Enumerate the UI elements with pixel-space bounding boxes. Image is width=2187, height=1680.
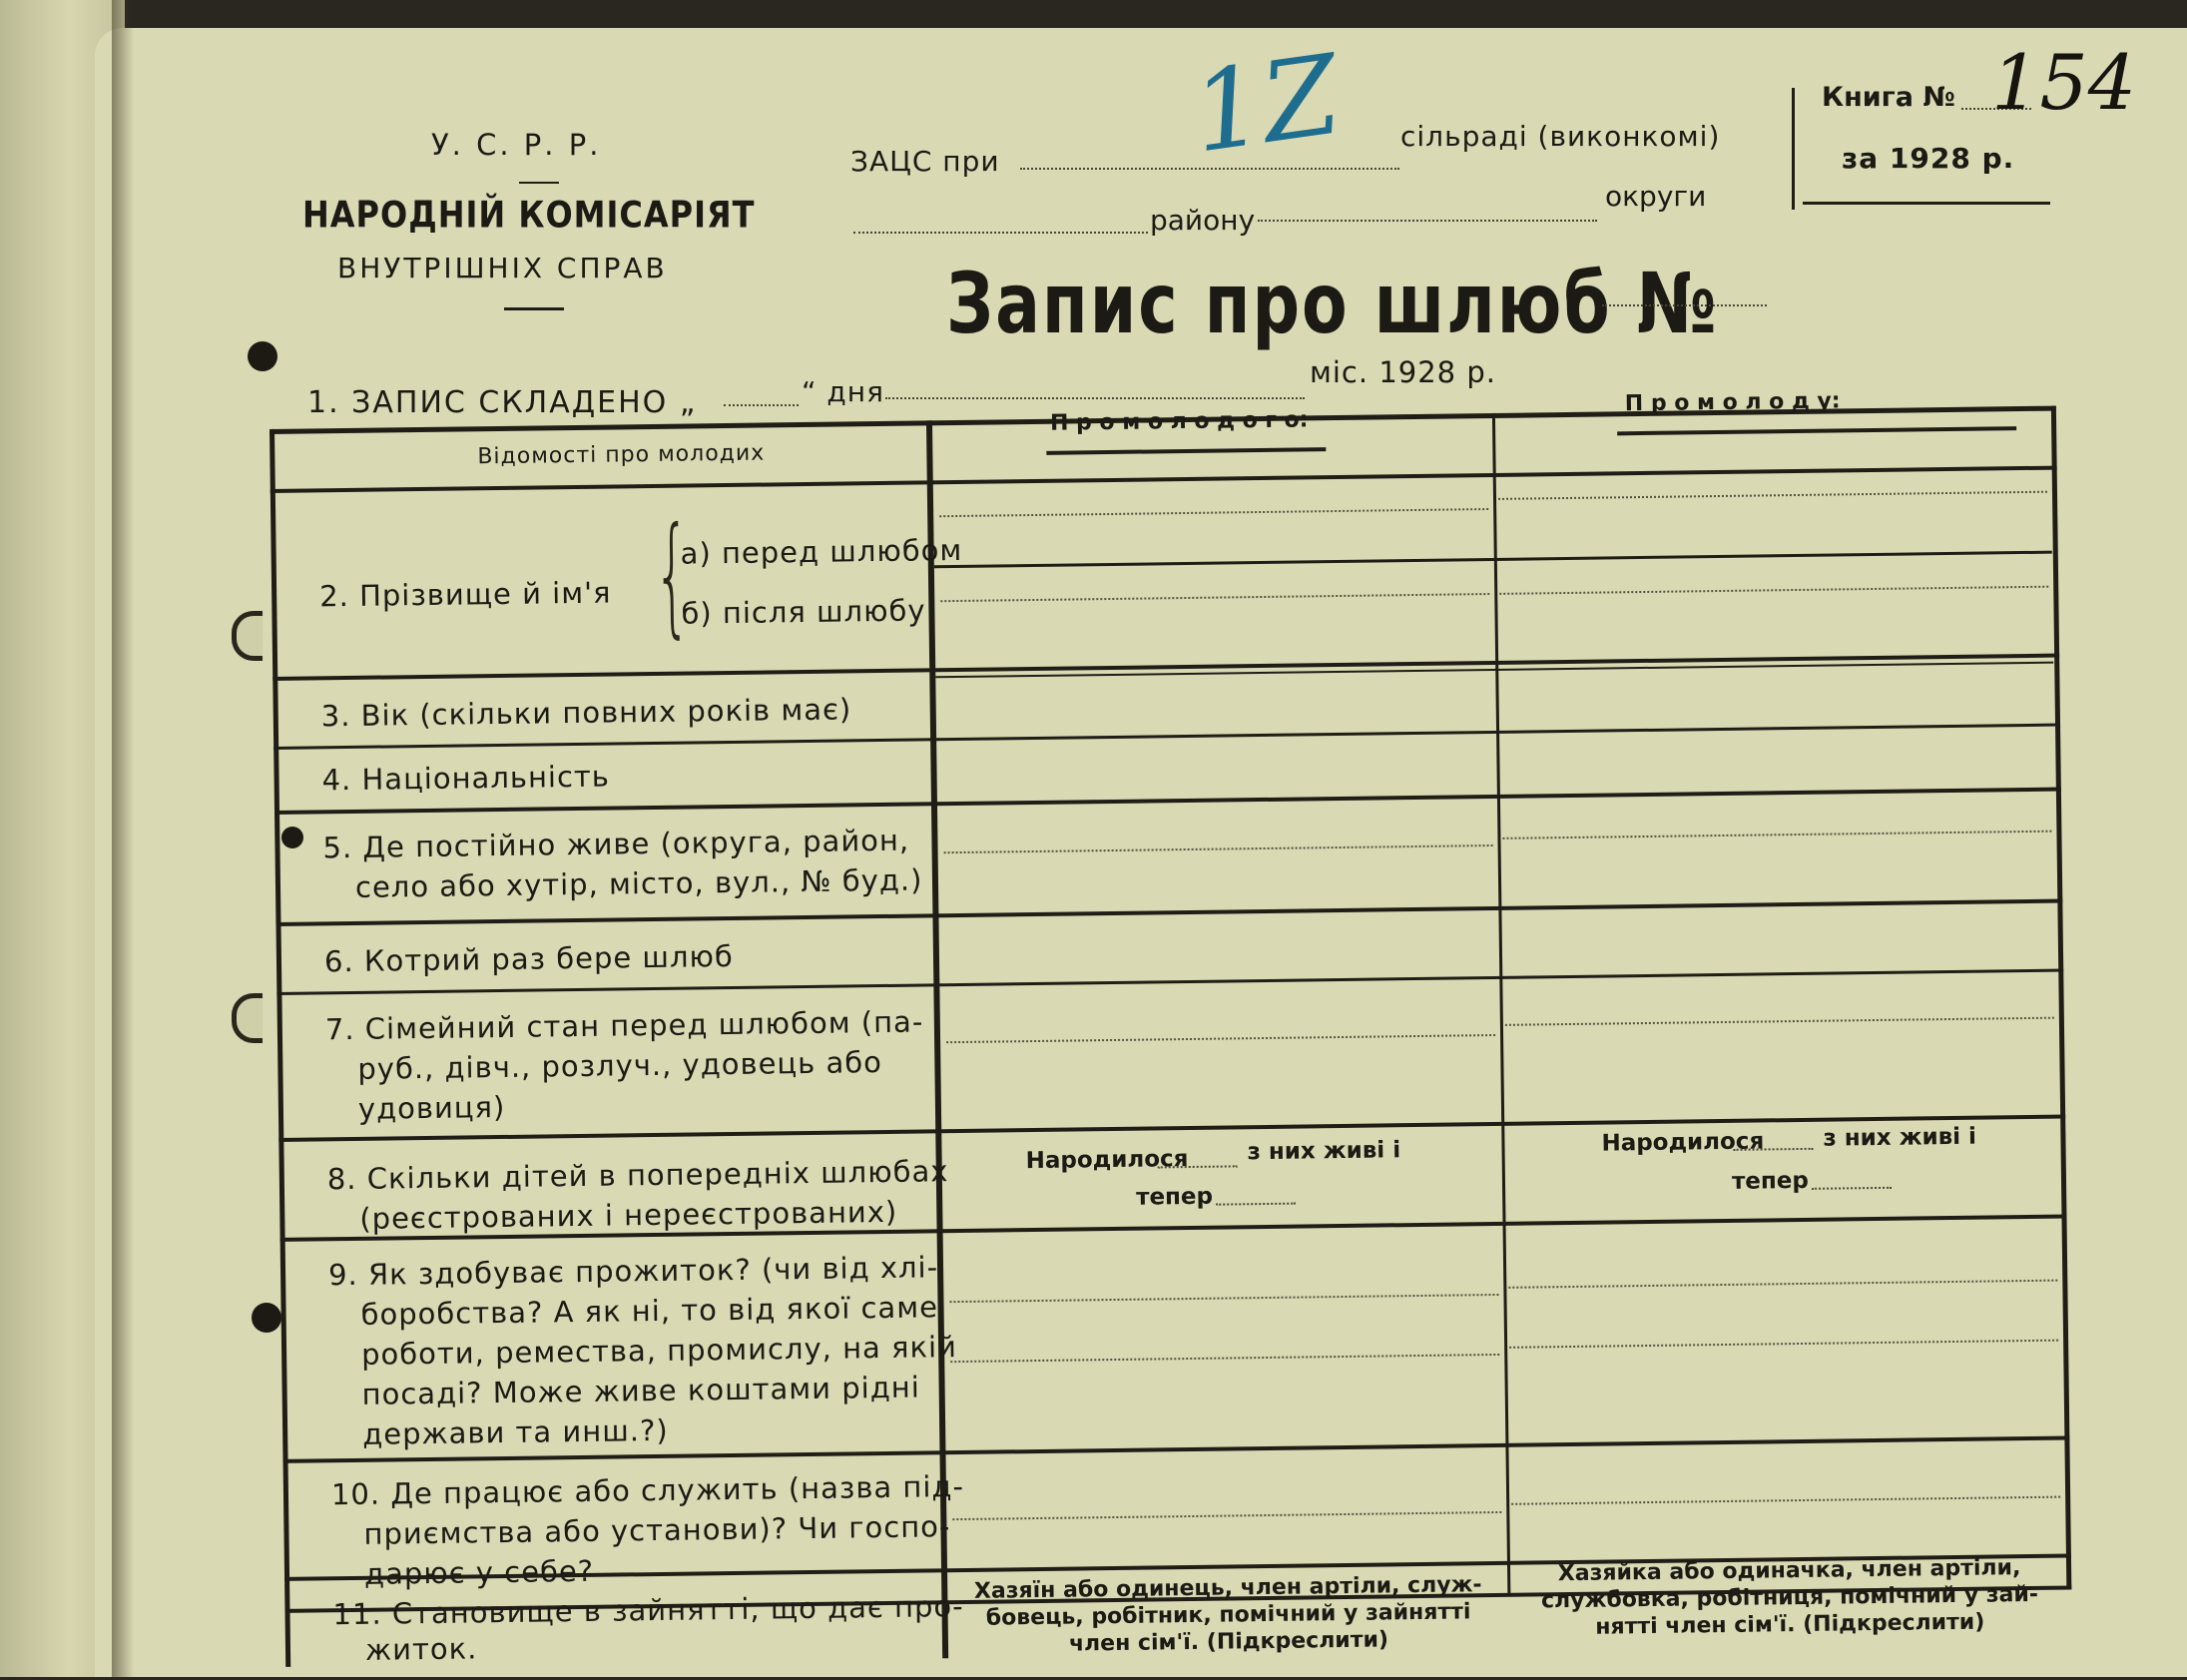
table-left-border <box>270 429 290 1667</box>
row-11-bride-option-2: службовка, робітниця, помічний у зай- <box>1540 1581 2039 1614</box>
row-8-groom-born: Народилося <box>1025 1146 1189 1175</box>
header-row-rule <box>271 466 2057 493</box>
district-label: району <box>1150 204 1256 237</box>
record-line-prefix: 1. ЗАПИС СКЛАДЕНО „ <box>307 385 698 420</box>
row-10-bride-line <box>1511 1496 2060 1505</box>
row-8-bride-now: тепер <box>1731 1167 1810 1195</box>
row-9-label-line5: держави та инш.?) <box>361 1412 669 1451</box>
row-3-label: 3. Вік (скільки повних років має) <box>320 692 852 734</box>
row-11-groom-option-3: член сім'ї. (Підкреслити) <box>1068 1627 1389 1657</box>
row-2a-label: а) перед шлюбом <box>680 532 963 571</box>
row-8-groom-now-line <box>1216 1203 1296 1206</box>
row-6-label: 6. Котрий раз бере шлюб <box>323 938 735 979</box>
form-title: Запис про шлюб № <box>946 255 1719 353</box>
row-8-bride-born-line <box>1734 1148 1814 1151</box>
column-header-bride: П р о м о л о д у: <box>1624 388 1841 417</box>
state-label: У. С. Р. Р. <box>431 128 602 162</box>
table-right-border <box>2051 406 2072 1589</box>
row-7-label-line3: удовиця) <box>357 1089 506 1126</box>
bride-header-underline <box>1617 426 2016 435</box>
row-8-label-line2: (реєстрованих і нереєстрованих) <box>359 1194 898 1236</box>
book-year: за 1928 р. <box>1842 142 2015 175</box>
row-2b-label: б) після шлюбу <box>681 593 926 631</box>
row-8-groom-alive: з них живі і <box>1247 1137 1401 1166</box>
row-9-groom-line-2 <box>950 1354 1499 1363</box>
row-2a-groom-line <box>939 508 1488 517</box>
record-line-month-year: міс. 1928 р. <box>1310 355 1496 389</box>
row-2b-groom-line <box>940 593 1489 602</box>
commissariat-title: НАРОДНІЙ КОМІСАРІЯТ <box>302 193 756 237</box>
handwritten-zags-number: 1Z <box>1184 30 1348 178</box>
row-11-label-line2: житок. <box>364 1631 478 1667</box>
row-5-bride-line <box>1502 831 2051 840</box>
row-7-bottom-rule <box>278 1115 2065 1142</box>
row-11-groom-option-2: бовець, робітник, помічний у зайнятті <box>985 1599 1471 1631</box>
row-8-bride-now-line <box>1812 1187 1892 1190</box>
row-8-bride-alive: з них живі і <box>1823 1123 1977 1152</box>
row-9-bride-line-1 <box>1508 1280 2057 1289</box>
row-2-bottom-rule <box>273 654 2059 681</box>
row-9-label-line3: роботи, ремества, промислу, на якій <box>360 1330 958 1372</box>
row-11-groom-option-1: Хазяїн або одинець, член артіли, служ- <box>973 1572 1482 1604</box>
row-8-groom-now: тепер <box>1135 1183 1214 1211</box>
row-8-groom-born-line <box>1158 1165 1238 1168</box>
row-10-label-line1: 10. Де працює або служить (назва під- <box>330 1468 965 1512</box>
book-label: Книга № <box>1822 82 1955 113</box>
groom-header-underline <box>1046 447 1326 455</box>
zags-suffix: сільраді (виконкомі) <box>1400 120 1721 153</box>
row-2b-bride-line <box>1499 586 2048 595</box>
row-10-groom-line <box>952 1511 1501 1520</box>
row-8-bride-born: Народилося <box>1601 1128 1765 1157</box>
handwritten-book-number: 154 <box>1991 38 2137 127</box>
row-9-label-line2: боробства? А як ні, то від якої саме <box>360 1290 939 1332</box>
column-header-info: Відомості про молодих <box>477 440 766 470</box>
row-7-groom-line <box>946 1034 1495 1043</box>
row-10-label-line3: дарює у себе? <box>363 1553 595 1591</box>
row-2a-bride-line <box>1498 491 2047 500</box>
bride-column-divider <box>1492 413 1511 1596</box>
row-9-bride-line-2 <box>1509 1340 2058 1349</box>
row-5-label-line1: 5. Де постійно живе (округа, район, <box>322 823 910 865</box>
row-9-groom-line-1 <box>949 1294 1498 1303</box>
record-line-day: “ дня <box>802 375 884 408</box>
commissariat-subtitle: ВНУТРІШНІХ СПРАВ <box>337 252 668 284</box>
row-9-label-line4: посаді? Може живе коштами рідні <box>361 1370 920 1411</box>
row-10-label-line2: приємства або установи)? Чи госпо- <box>363 1509 951 1551</box>
okruha-label: округи <box>1605 180 1707 213</box>
row-7-bride-line <box>1505 1017 2054 1026</box>
row-9-label-line1: 9. Як здобуває прожиток? (чи від хлі- <box>327 1250 939 1293</box>
row-11-label-line1: 11. Становище в зайнятті, що дає про- <box>332 1588 964 1632</box>
row-11-bride-option-1: Хазяйка або одиначка, член артіли, <box>1557 1555 2021 1587</box>
row-11-bride-option-3: нятті член сім'ї. (Підкреслити) <box>1595 1609 1985 1640</box>
row-7-label-line2: руб., дівч., розлуч., удовець або <box>357 1045 883 1086</box>
row-8-label-line1: 8. Скільки дітей в попередніх шлюбах <box>326 1154 949 1197</box>
row-2-label: 2. Прізвище й ім'я <box>318 575 612 614</box>
row-5-label-line2: село або хутір, місто, вул., № буд.) <box>354 862 923 904</box>
row-2-brace: { <box>652 498 692 651</box>
row-5-groom-line <box>944 844 1493 853</box>
row-4-label: 4. Національність <box>321 759 611 798</box>
column-header-groom: П р о м о л о д о г о: <box>1049 407 1309 436</box>
row-7-label-line1: 7. Сімейний стан перед шлюбом (па- <box>324 1004 924 1047</box>
zags-prefix: ЗАЦС при <box>850 145 1000 178</box>
